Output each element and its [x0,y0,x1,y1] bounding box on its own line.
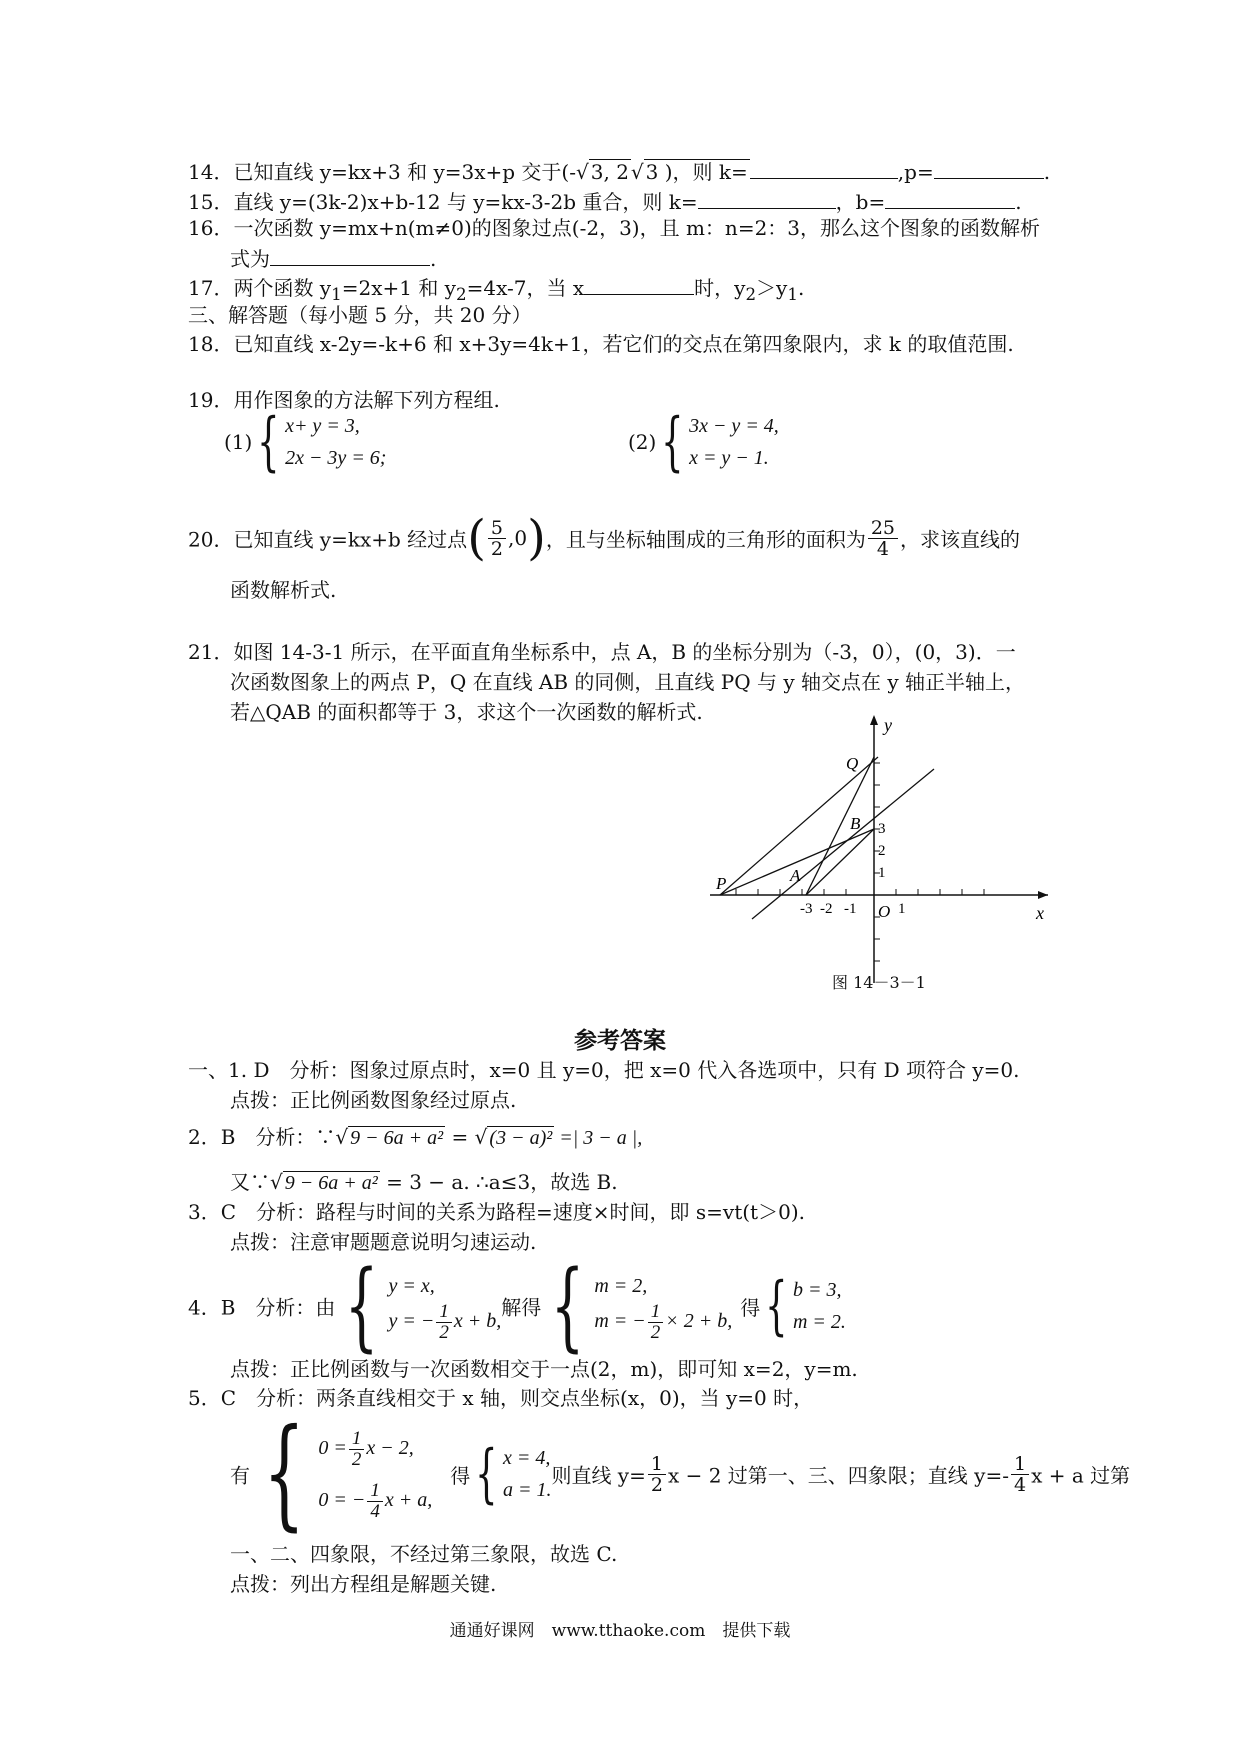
line-QA [806,757,874,895]
question-21-line2: 次函数图象上的两点 P，Q 在直线 AB 的同侧，且直线 PQ 与 y 轴交点在 y 轴正半轴上， [230,670,1026,694]
answer-blank [698,188,836,209]
question-16-line1: 16．一次函数 y=mx+n(m≠0)的图象过点(-2，3)，且 m：n=2：3，那么这个图象的函数解析 [188,216,1041,240]
line-PB [720,829,874,895]
answer-blank [584,274,694,295]
x-tick-label: -2 [820,901,833,917]
answer-2-line1: 2．B 分析：∵√ 9 − 6a + a² = √ (3 − a)² =| 3 − a |, [188,1125,643,1149]
y-axis-arrow-icon [870,715,878,725]
answer-5-system: 有 { 0 = $\frac{1}{2}$ x − 2, 0 = − $\frac{1}{4}$ x + a, 得{ x = 4, a = 1. 则直线 y= $\frac{1}{2}$ x − 2 过第一、三、四象限；直线 y=- $\frac{1}{4}$ x + a 过第 [230,1404,1131,1543]
sqrt-symbol: √ [335,1125,349,1149]
label-P: P [716,874,727,893]
question-21-line1: 21．如图 14-3-1 所示，在平面直角坐标系中，点 A，B 的坐标分别为（-3，0），(0，3)．一 [188,640,1016,664]
answer-4-system: 4．B 分析：由 { y = x, y = − $\frac{1}{2}$ x + b, 解得 { m = 2, m = − $\frac{1}{2}$ × 2 + b, 得{ b = 3, m = 2. [188,1250,846,1362]
coordinate-figure [700,705,1060,995]
x-tick-label: 1 [898,901,906,917]
brace-icon: { [765,1269,788,1343]
answer-blank [750,158,898,179]
brace-icon: { [257,405,280,479]
paren-right: ) [527,510,546,566]
brace-icon: { [345,1250,379,1362]
y-tick-label: 3 [878,821,886,837]
line-AB [806,829,874,895]
brace-icon: { [475,1437,498,1511]
sqrt-symbol: √ [474,1125,488,1149]
label-Q: Q [846,754,859,773]
question-19-system-2: (2){ 3x − y = 4, x = y − 1. [628,405,779,479]
brace-icon: { [661,405,684,479]
label-origin: O [878,902,891,921]
question-14: 14．已知直线 y=kx+3 和 y=3x+p 交于(-√ 3, 2 √ 3 )，则 k= ,p= . [188,160,1051,184]
question-19: 19．用作图象的方法解下列方程组. [188,388,500,412]
question-20: 20．已知直线 y=kx+b 经过点( $\frac{5}{2}$ ,0)，且与坐标轴围成的三角形的面积为 $\frac{25}{4}$ ，求该直线的 [188,510,1021,566]
answer-1-line2: 点拨：正比例函数图象经过原点. [230,1088,517,1112]
answer-blank [934,158,1044,179]
answers-heading: 参考答案 [574,1027,666,1054]
sqrt-symbol: √ [576,160,589,184]
x-tick-label: -1 [844,901,857,917]
question-18: 18．已知直线 x-2y=-k+6 和 x+3y=4k+1，若它们的交点在第四象限内，求 k 的取值范围. [188,332,1014,356]
answer-1-line1: 一、1. D 分析：图象过原点时，x=0 且 y=0，把 x=0 代入各选项中，只有 D 项符合 y=0. [188,1058,1020,1082]
answer-3-line2: 点拨：注意审题题意说明匀速运动. [230,1230,537,1254]
brace-icon: { [263,1404,306,1543]
brace-icon: { [550,1250,585,1362]
x-axis-arrow-icon [1038,891,1048,899]
x-tick-label: -3 [800,901,813,917]
question-21-line3: 若△QAB 的面积都等于 3，求这个一次函数的解析式. [230,700,703,724]
page-footer: 通通好课网 www.tthaoke.com 提供下载 [449,1621,791,1641]
label-x: x [1036,903,1044,923]
figure-caption: 图 14－3－1 [832,973,926,992]
answer-5-line4: 点拨：列出方程组是解题关键. [230,1572,497,1596]
label-y: y [884,715,892,735]
answer-blank [885,188,1015,209]
question-17: 17．两个函数 $y_1=2x+1$ 和 $y_2=4x-7$，当 x 时，$y_2>y_1$. [188,276,805,304]
answer-blank [270,245,430,266]
section-3-title: 三、解答题（每小题 5 分，共 20 分） [188,303,532,327]
answer-2-line2: 又∵√ 9 − 6a + a² = 3 − a. ∴a≤3，故选 B. [230,1170,618,1194]
answer-5-line3: 一、二、四象限，不经过第三象限，故选 C. [230,1542,618,1566]
y-tick-label: 2 [878,843,886,859]
y-tick-label: 1 [878,865,886,881]
answer-4-hint: 点拨：正比例函数与一次函数相交于一点(2，m)，即可知 x=2，y=m. [230,1357,858,1381]
question-16-line2: 式为 . [230,247,437,271]
x-axis-ticks [736,889,984,895]
answer-5-line1: 5．C 分析：两条直线相交于 x 轴，则交点坐标(x，0)，当 y=0 时， [188,1386,814,1410]
question-15: 15．直线 y=(3k-2)x+b-12 与 y=kx-3-2b 重合，则 k= ，b= . [188,190,1022,214]
question-20-line2: 函数解析式. [230,578,337,602]
answer-3-line1: 3．C 分析：路程与时间的关系为路程=速度×时间，即 s=vt(t＞0). [188,1200,805,1224]
y-axis-ticks [874,763,880,961]
sqrt-symbol: √ [630,160,644,184]
question-19-system-1: (1){ x+ y = 3, 2x − 3y = 6; [224,405,387,479]
sqrt-symbol: √ [270,1170,283,1194]
label-A: A [790,866,801,885]
label-B: B [850,814,861,833]
paren-left: ( [467,510,486,566]
